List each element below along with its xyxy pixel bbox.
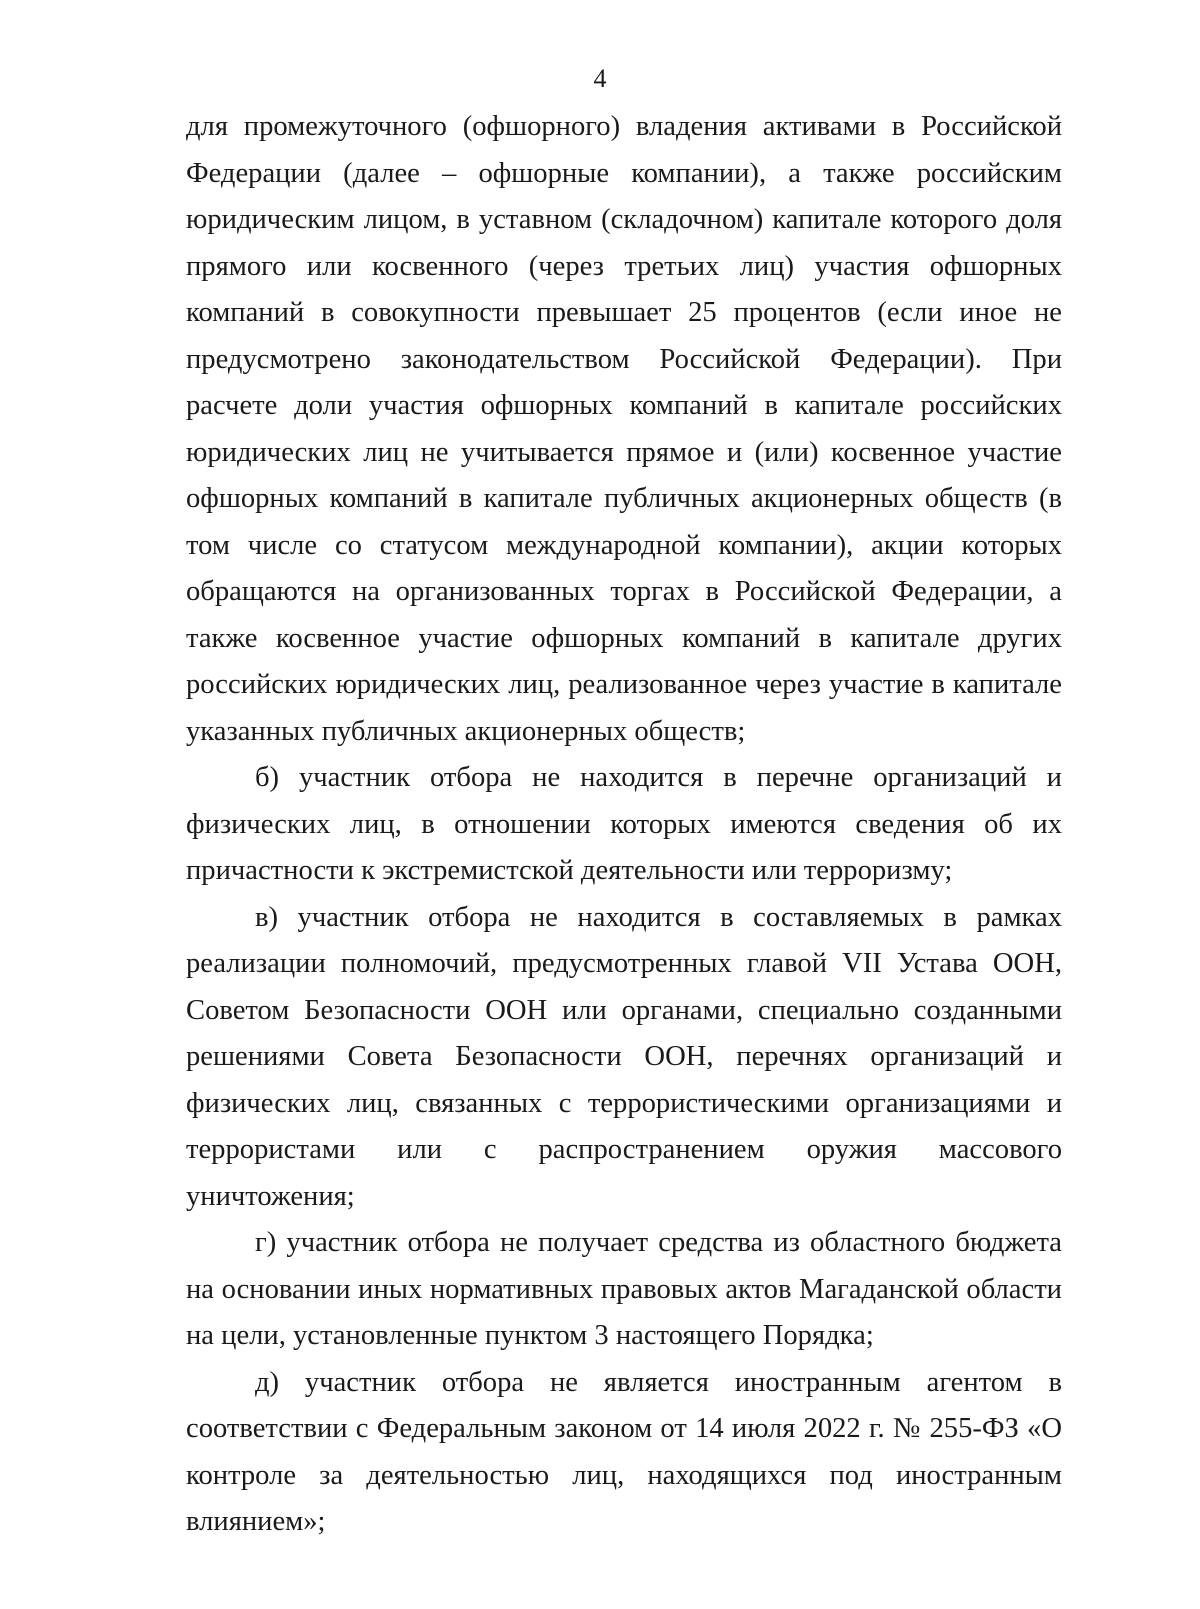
paragraph-continuation: для промежуточного (офшорного) владения активами в Российской Федерации (далее – офшорные компании), а также российским юридическим лицом, в уставном (складочном) капитале которого доля прямого или косвенного (через третьих лиц) участия офшорных компаний в совокупности превышает 25 процентов (если иное не предусмотрено законодательством Российской Федерации). При расчете доли участия офшорных компаний в капитале российских юридических лиц не учитывается прямое и (или) косвенное участие офшорных компаний в капитале публичных акционерных обществ (в том числе со статусом международной компании), акции которых обращаются на организованных торгах в Российской Федерации, а также косвенное участие офшорных компаний в капитале других российских юридических лиц, реализованное через участие в капитале указанных публичных акционерных обществ; — [186, 111, 1062, 747]
page-number: 4 — [593, 64, 607, 93]
paragraph-item-b: б) участник отбора не находится в перечне организаций и физических лиц, в отношении которых имеются сведения об их причастности к экстремистской деятельности или терроризму; — [186, 762, 1062, 886]
paragraph-item-v: в) участник отбора не находится в составляемых в рамках реализации полномочий, предусмотренных главой VII Устава ООН, Советом Безопасности ООН или органами, специально созданными решениями Совета Безопасности ООН, перечнях организаций и физических лиц, связанных с террористическими организациями и террористами или с распространением оружия массового уничтожения; — [186, 901, 1062, 1212]
paragraph-item-g: г) участник отбора не получает средства из областного бюджета на основании иных нормативных правовых актов Магаданской области на цели, установленные пунктом 3 настоящего Порядка; — [186, 1227, 1062, 1351]
document-body — [186, 104, 1062, 1546]
paragraph-item-d: д) участник отбора не является иностранным агентом в соответствии с Федеральным законом от 14 июля 2022 г. № 255-ФЗ «О контроле за деятельностью лиц, находящихся под иностранным влиянием»; — [186, 1366, 1062, 1537]
